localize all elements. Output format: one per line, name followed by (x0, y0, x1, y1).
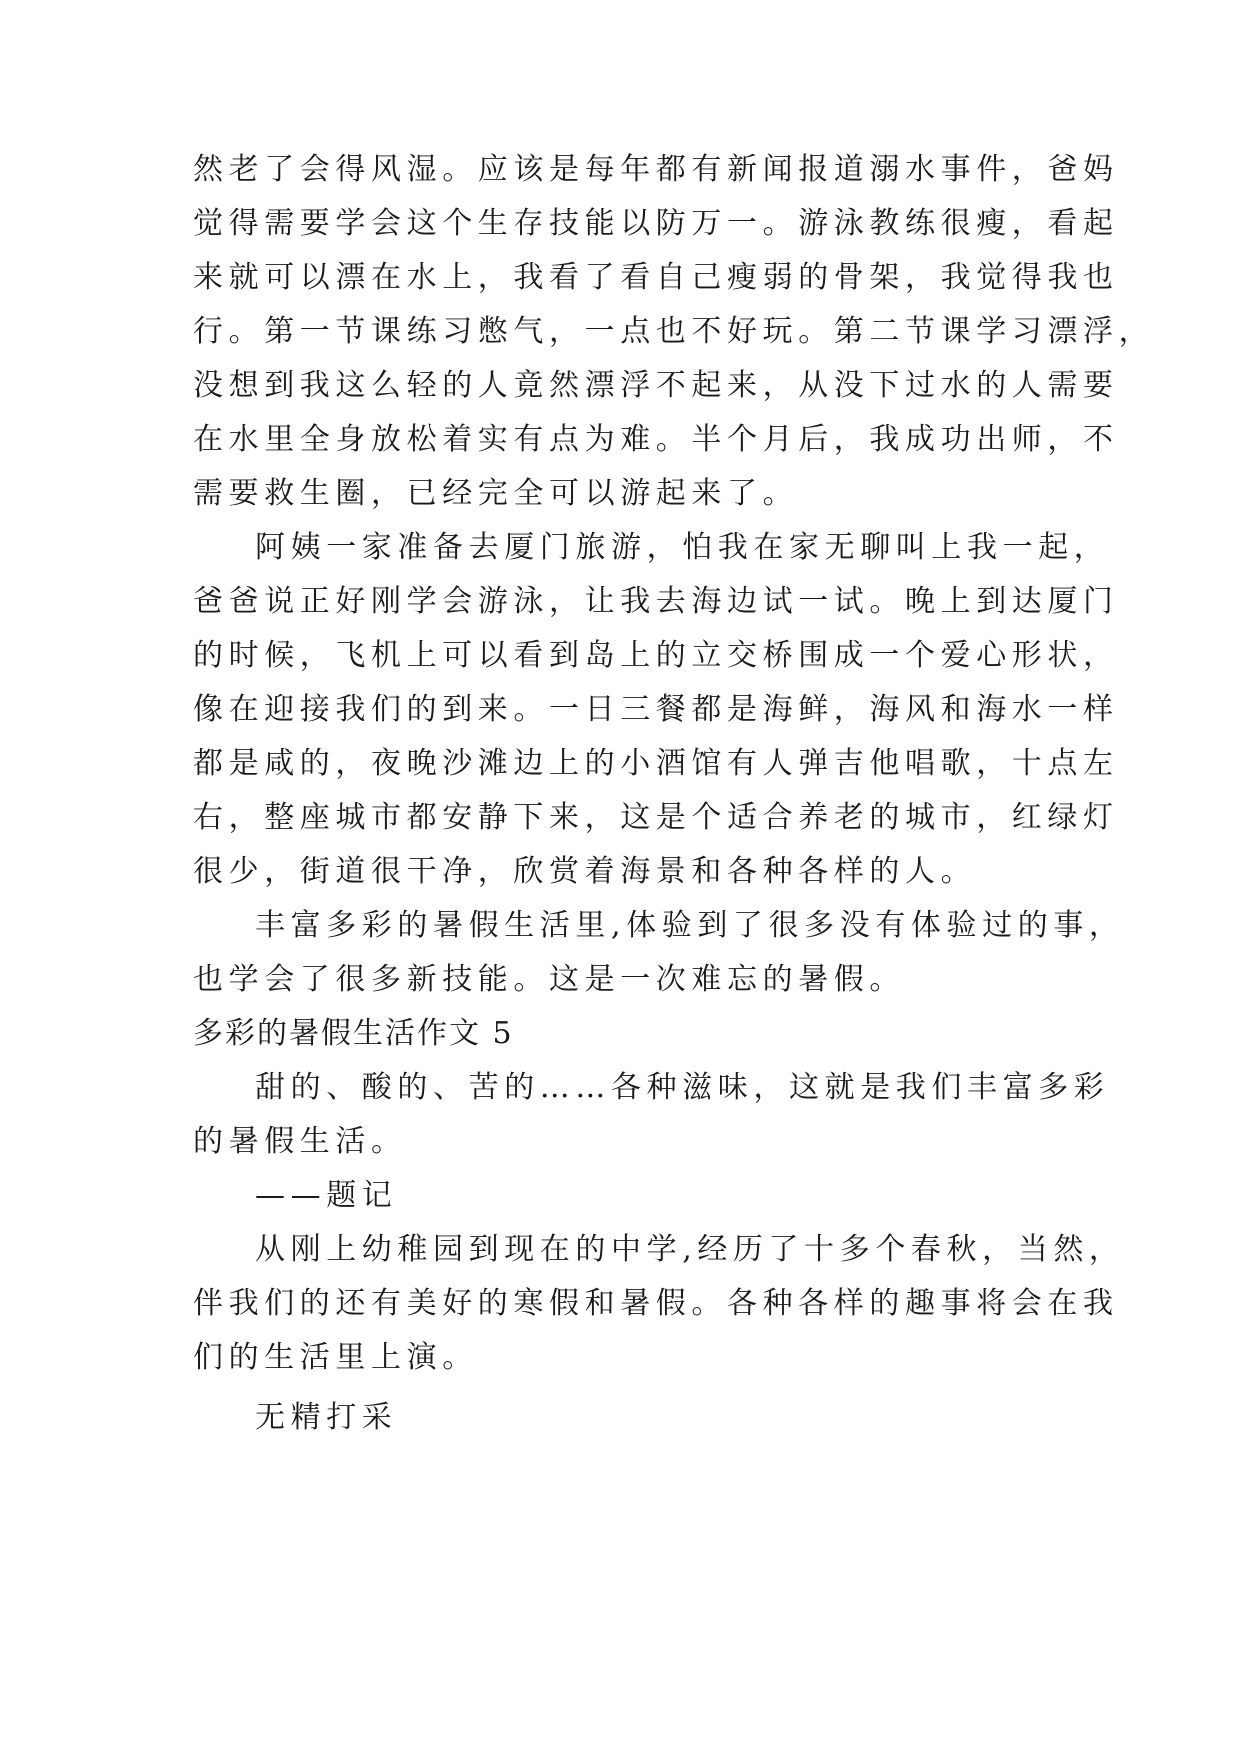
paragraph-line: 像在迎接我们的到来。一日三餐都是海鲜，海风和海水一样 (193, 692, 1119, 727)
paragraph-line: 的暑假生活。 (193, 1124, 407, 1159)
paragraph-line: 来就可以漂在水上，我看了看自己瘦弱的骨架，我觉得我也 (193, 260, 1119, 295)
paragraph-line: 甜的、酸的、苦的……各种滋味，这就是我们丰富多彩 (255, 1070, 1110, 1105)
paragraph-line: 们的生活里上演。 (193, 1340, 478, 1375)
paragraph-line: 阿姨一家准备去厦门旅游，怕我在家无聊叫上我一起， (255, 530, 1110, 565)
epigraph-attribution: ——题记 (255, 1178, 398, 1213)
paragraph-line: 没想到我这么轻的人竟然漂浮不起来，从没下过水的人需要 (193, 368, 1119, 403)
subheading: 无精打采 (255, 1400, 398, 1435)
paragraph-line: 右，整座城市都安静下来，这是个适合养老的城市，红绿灯 (193, 800, 1119, 835)
paragraph-line: 行。第一节课练习憋气，一点也不好玩。第二节课学习漂浮， (193, 314, 1155, 349)
paragraph-line: 觉得需要学会这个生存技能以防万一。游泳教练很瘦，看起 (193, 206, 1119, 241)
paragraph-line: 在水里全身放松着实有点为难。半个月后，我成功出师，不 (193, 422, 1119, 457)
paragraph-line: 然老了会得风湿。应该是每年都有新闻报道溺水事件，爸妈 (193, 152, 1119, 187)
paragraph-line: 很少，街道很干净，欣赏着海景和各种各样的人。 (193, 854, 977, 889)
paragraph-line: 的时候，飞机上可以看到岛上的立交桥围成一个爱心形状， (193, 638, 1119, 673)
paragraph-line: 都是咸的，夜晚沙滩边上的小酒馆有人弹吉他唱歌，十点左 (193, 746, 1119, 781)
paragraph-line: 伴我们的还有美好的寒假和暑假。各种各样的趣事将会在我 (193, 1286, 1119, 1321)
paragraph-line: 从刚上幼稚园到现在的中学,经历了十多个春秋，当然， (255, 1232, 1125, 1267)
paragraph-line: 丰富多彩的暑假生活里,体验到了很多没有体验过的事， (255, 908, 1125, 943)
paragraph-line: 爸爸说正好刚学会游泳，让我去海边试一试。晚上到达厦门 (193, 584, 1119, 619)
paragraph-line: 需要救生圈，已经完全可以游起来了。 (193, 476, 799, 511)
paragraph-line: 也学会了很多新技能。这是一次难忘的暑假。 (193, 962, 905, 997)
section-heading: 多彩的暑假生活作文 5 (193, 1016, 514, 1051)
